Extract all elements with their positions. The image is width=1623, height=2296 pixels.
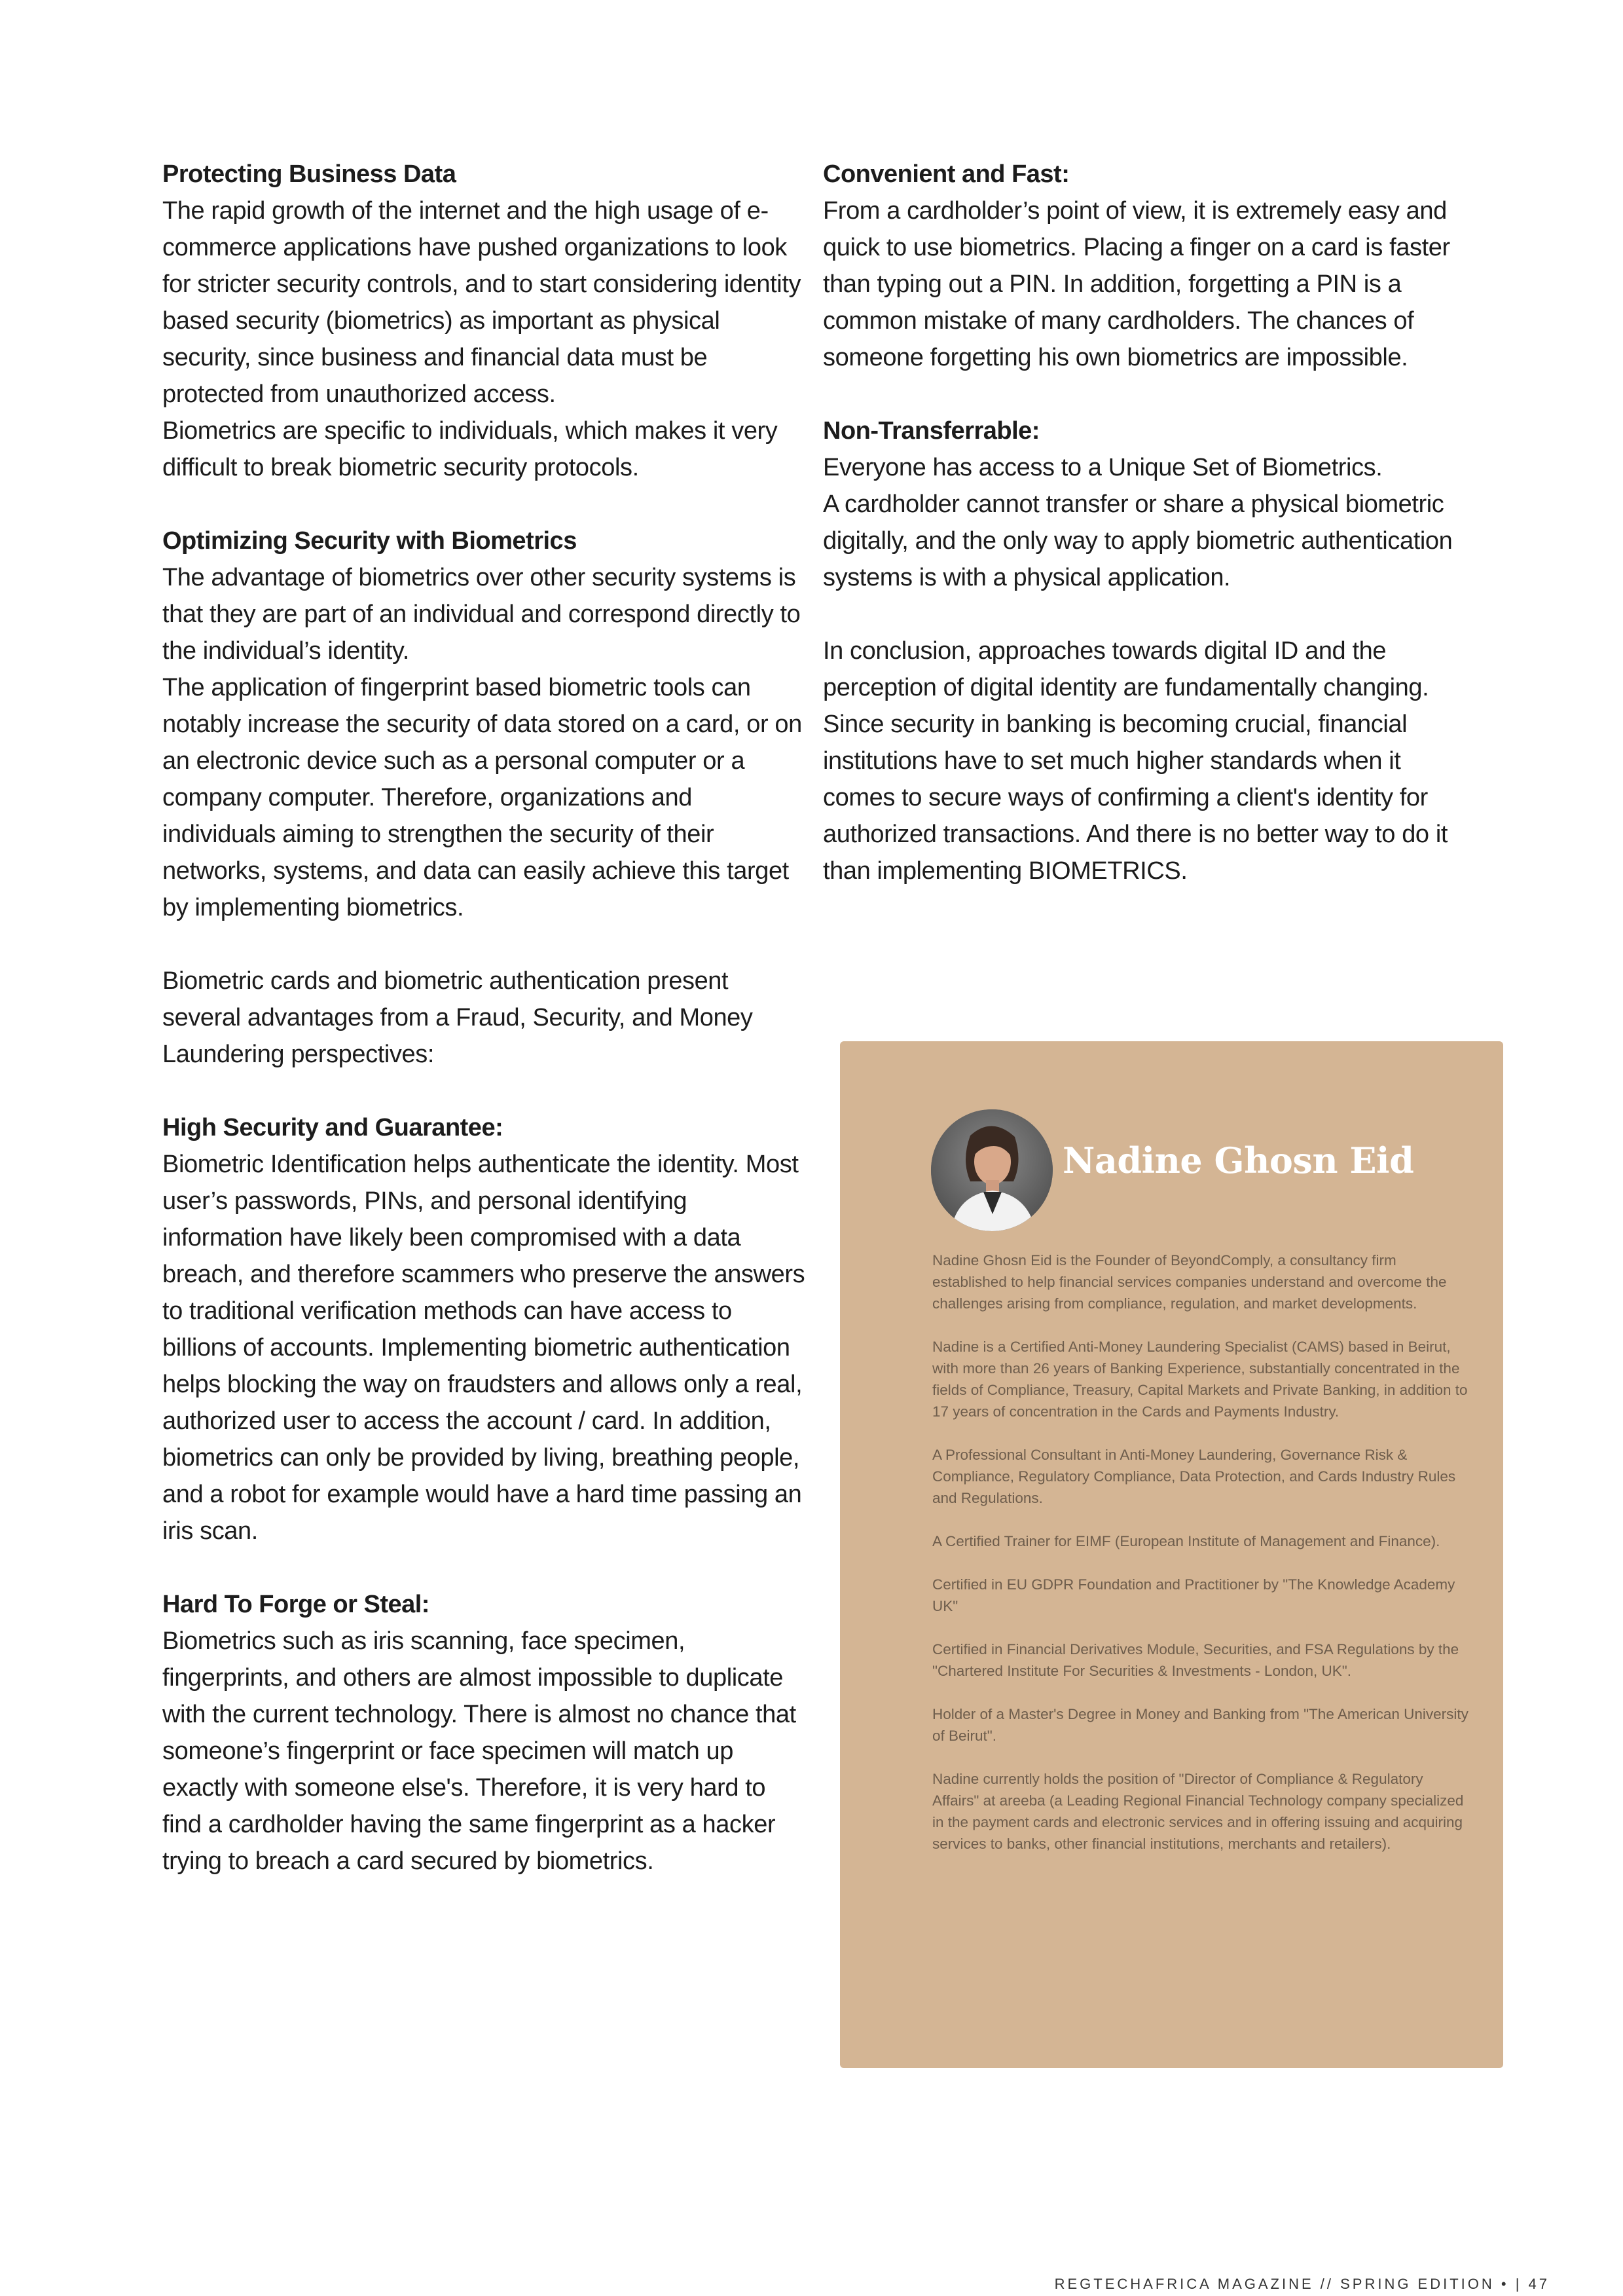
section-heading: Protecting Business Data [162, 160, 456, 188]
section-hard-to-forge [162, 1586, 811, 1879]
right-column [823, 156, 1478, 926]
left-column [162, 156, 811, 1916]
section-high-security [162, 1109, 811, 1549]
section-paragraph: The rapid growth of the internet and the high usage of e-commerce applications have pushed organizations to look for stricter security controls, and to start considering identity based security (biometrics) as important as physical security, since business and financial data must be protected from unauthorized access. [162, 197, 801, 408]
section-paragraph: Biometric cards and biometric authentication present several advantages from a Fraud, Security, and Money Laundering perspectives: [162, 967, 753, 1068]
section-paragraph: The application of fingerprint based biometric tools can notably increase the security of data stored on a card, or on an electronic device such as a personal computer or a company computer. Therefore, organizations and individuals aiming to strengthen the security of their networks, systems, and data can easily achieve this target by implementing biometrics. [162, 674, 802, 921]
author-portrait-icon [931, 1109, 1053, 1231]
bio-paragraph: Nadine Ghosn Eid is the Founder of BeyondComply, a consultancy firm established to help financial services companies understand and overcome the challenges arising from compliance, regulation, and market developments. [932, 1252, 1447, 1312]
bio-paragraph: A Certified Trainer for EIMF (European Institute of Management and Finance). [932, 1533, 1440, 1549]
section-paragraph: The advantage of biometrics over other security systems is that they are part of an individual and correspond directly to the individual’s identity. [162, 564, 801, 665]
section-protecting-business-data [162, 156, 811, 486]
section-heading: Optimizing Security with Biometrics [162, 527, 577, 555]
section-non-transferrable [823, 413, 1478, 596]
section-heading: Non-Transferrable: [823, 417, 1040, 445]
section-paragraph: In conclusion, approaches towards digital ID and the perception of digital identity are fundamentally changing. Since security in banking is becoming crucial, financial institutions have to set much higher standards when it comes to secure ways of confirming a client's identity for authorized transactions. And there is no better way to do it than implementing BIOMETRICS. [823, 637, 1448, 885]
author-bio-card [840, 1041, 1503, 2068]
section-paragraph: Biometrics are specific to individuals, which makes it very difficult to break biometric security protocols. [162, 417, 778, 481]
bio-paragraph: Certified in Financial Derivatives Module, Securities, and FSA Regulations by the "Chartered Institute For Securities & Investments - London, UK". [932, 1641, 1459, 1679]
section-heading: High Security and Guarantee: [162, 1114, 503, 1141]
section-conclusion [823, 633, 1478, 889]
section-paragraph: From a cardholder’s point of view, it is extremely easy and quick to use biometrics. Placing a finger on a card is faster than typing out a PIN. In addition, forgetting a PIN is a common mistake of many cardholders. The chances of someone forgetting his own biometrics are impossible. [823, 197, 1450, 371]
author-name: Nadine Ghosn Eid [1063, 1139, 1414, 1181]
section-advantages-intro [162, 963, 811, 1073]
page-footer: REGTECHAFRICA MAGAZINE // SPRING EDITION • | 47 [1054, 2276, 1550, 2292]
bio-paragraph: Nadine is a Certified Anti-Money Laundering Specialist (CAMS) based in Beirut, with more than 26 years of Banking Experience, substantially concentrated in the fields of Compliance, Treasury, Capital Markets and Private Banking, in addition to 17 years of concentration in the Cards and Payments Industry. [932, 1339, 1468, 1420]
bio-paragraph: Certified in EU GDPR Foundation and Practitioner by "The Knowledge Academy UK" [932, 1576, 1455, 1614]
section-convenient-fast [823, 156, 1478, 376]
section-paragraph: Everyone has access to a Unique Set of Biometrics. [823, 454, 1383, 481]
section-paragraph: A cardholder cannot transfer or share a physical biometric digitally, and the only way to apply biometric authentication systems is with a physical application. [823, 491, 1453, 591]
author-avatar [931, 1109, 1053, 1231]
bio-paragraph: A Professional Consultant in Anti-Money Laundering, Governance Risk & Compliance, Regulatory Compliance, Data Protection, and Cards Industry Rules and Regulations. [932, 1447, 1456, 1506]
section-paragraph: Biometrics such as iris scanning, face specimen, fingerprints, and others are almost impossible to duplicate with the current technology. There is almost no chance that someone’s fingerprint or face specimen will match up exactly with someone else's. Therefore, it is very hard to find a cardholder having the same fingerprint as a hacker trying to breach a card secured by biometrics. [162, 1627, 796, 1875]
section-optimizing-security [162, 523, 811, 926]
bio-paragraph: Nadine currently holds the position of "Director of Compliance & Regulatory Affairs" at areeba (a Leading Regional Financial Technology company specialized in the payment cards and electronic services and in offering issuing and acquiring services to banks, other financial institutions, merchants and retailers). [932, 1771, 1464, 1852]
bio-paragraph: Holder of a Master's Degree in Money and Banking from "The American University of Beirut". [932, 1706, 1468, 1744]
author-bio-text [932, 1250, 1469, 1876]
section-paragraph: Biometric Identification helps authenticate the identity. Most user’s passwords, PINs, and personal identifying information have likely been compromised with a data breach, and therefore scammers who preserve the answers to traditional verification methods can have access to billions of accounts. Implementing biometric authentication helps blocking the way on fraudsters and allows only a real, authorized user to access the account / card. In addition, biometrics can only be provided by living, breathing people, and a robot for example would have a hard time passing an iris scan. [162, 1151, 805, 1545]
section-heading: Convenient and Fast: [823, 160, 1070, 188]
section-heading: Hard To Forge or Steal: [162, 1591, 429, 1618]
